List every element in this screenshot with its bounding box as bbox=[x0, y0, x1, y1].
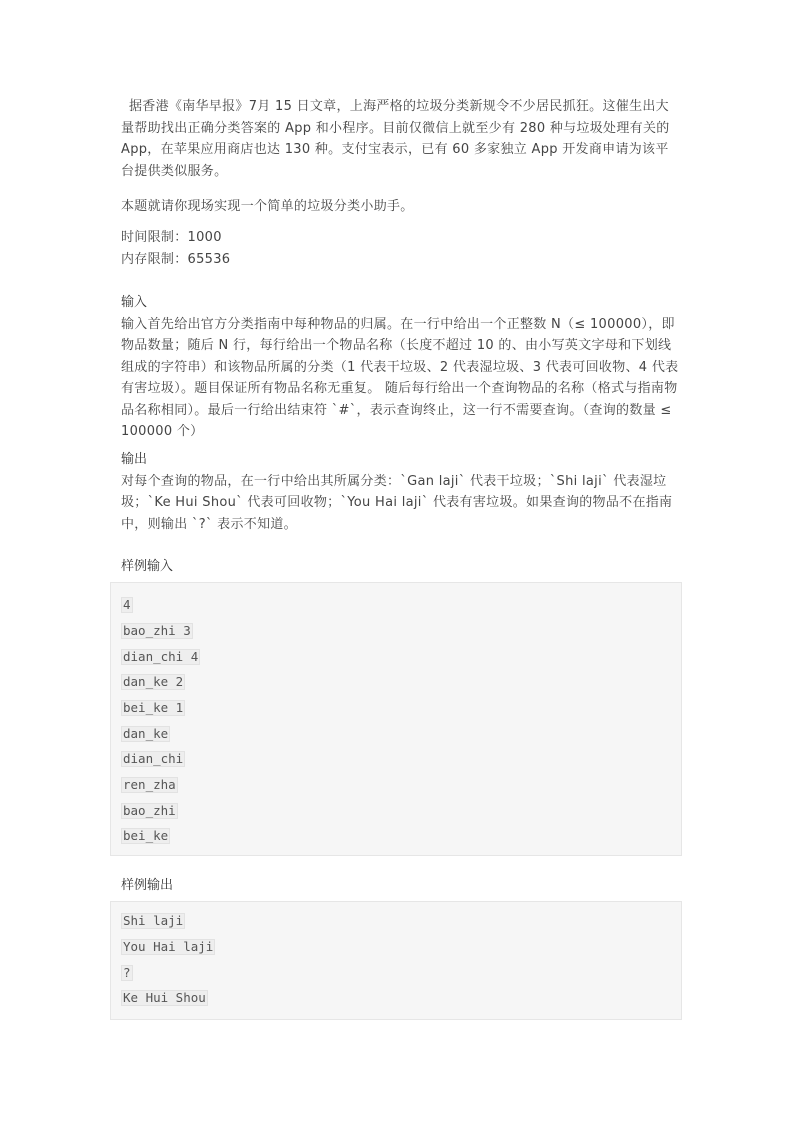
sample-output-line: Ke Hui Shou bbox=[123, 990, 206, 1005]
sample-input-line: bei_ke bbox=[123, 828, 169, 843]
sample-input-heading: 样例输入 bbox=[121, 559, 174, 574]
intro-section bbox=[121, 96, 681, 182]
input-section bbox=[121, 292, 681, 443]
sample-input-line: dan_ke bbox=[123, 726, 169, 741]
input-description: 输入首先给出官方分类指南中每种物品的归属。在一行中给出一个正整数 N（≤ 100000），即物品数量；随后 N 行，每行给出一个物品名称（长度不超过 10 的、由小写英文字母和下划线组成的字符串）和该物品所属的分类（1 代表干垃圾、2 代表湿垃圾、3 代表可回收物、4 代表有害垃圾）。题目保证所有物品名称无重复。 随后每行给出一个查询物品的名称（格式与指南物品名称相同）。最后一行给出结束符 `#`，表示查询终止，这一行不需要查询。（查询的数量 ≤ 100000 个） bbox=[121, 316, 679, 439]
sample-input-line: dian_chi 4 bbox=[123, 649, 199, 664]
sample-output-heading: 样例输出 bbox=[121, 878, 174, 893]
sample-input-line: bao_zhi bbox=[123, 803, 176, 818]
sample-input-line: ren_zha bbox=[123, 777, 176, 792]
limits-section bbox=[121, 227, 230, 270]
sample-input-line: bao_zhi 3 bbox=[123, 623, 191, 638]
task-section bbox=[121, 196, 681, 218]
memory-limit: 内存限制：65536 bbox=[121, 251, 231, 267]
sample-output-line: ? bbox=[123, 965, 131, 980]
sample-input-line: bei_ke 1 bbox=[123, 700, 184, 715]
output-section bbox=[121, 449, 681, 535]
output-heading: 输出 bbox=[121, 452, 148, 467]
sample-input-line: dan_ke 2 bbox=[123, 674, 184, 689]
sample-output-line: You Hai laji bbox=[123, 939, 214, 954]
input-heading: 输入 bbox=[121, 295, 148, 310]
time-limit: 时间限制：1000 bbox=[121, 230, 222, 245]
sample-input-line: 4 bbox=[123, 597, 131, 612]
intro-paragraph: 据香港《南华早报》7月 15 日文章，上海严格的垃圾分类新规令不少居民抓狂。这催生出大量帮助找出正确分类答案的 App 和小程序。目前仅微信上就至少有 280 种与垃圾处理有关的 App，在苹果应用商店也达 130 种。支付宝表示，已有 60 多家独立 App 开发商申请为该平台提供类似服务。 bbox=[121, 99, 670, 179]
sample-output-block bbox=[110, 901, 682, 1020]
sample-input-line: dian_chi bbox=[123, 751, 184, 766]
sample-input-block bbox=[110, 582, 682, 856]
task-statement: 本题就请你现场实现一个简单的垃圾分类小助手。 bbox=[121, 199, 414, 214]
output-description: 对每个查询的物品，在一行中给出其所属分类：`Gan laji` 代表干垃圾；`Shi laji` 代表湿垃圾；`Ke Hui Shou` 代表可回收物；`You Hai laji` 代表有害垃圾。如果查询的物品不在指南中，则输出 `?` 表示不知道。 bbox=[121, 473, 673, 532]
sample-output-line: Shi laji bbox=[123, 913, 184, 928]
